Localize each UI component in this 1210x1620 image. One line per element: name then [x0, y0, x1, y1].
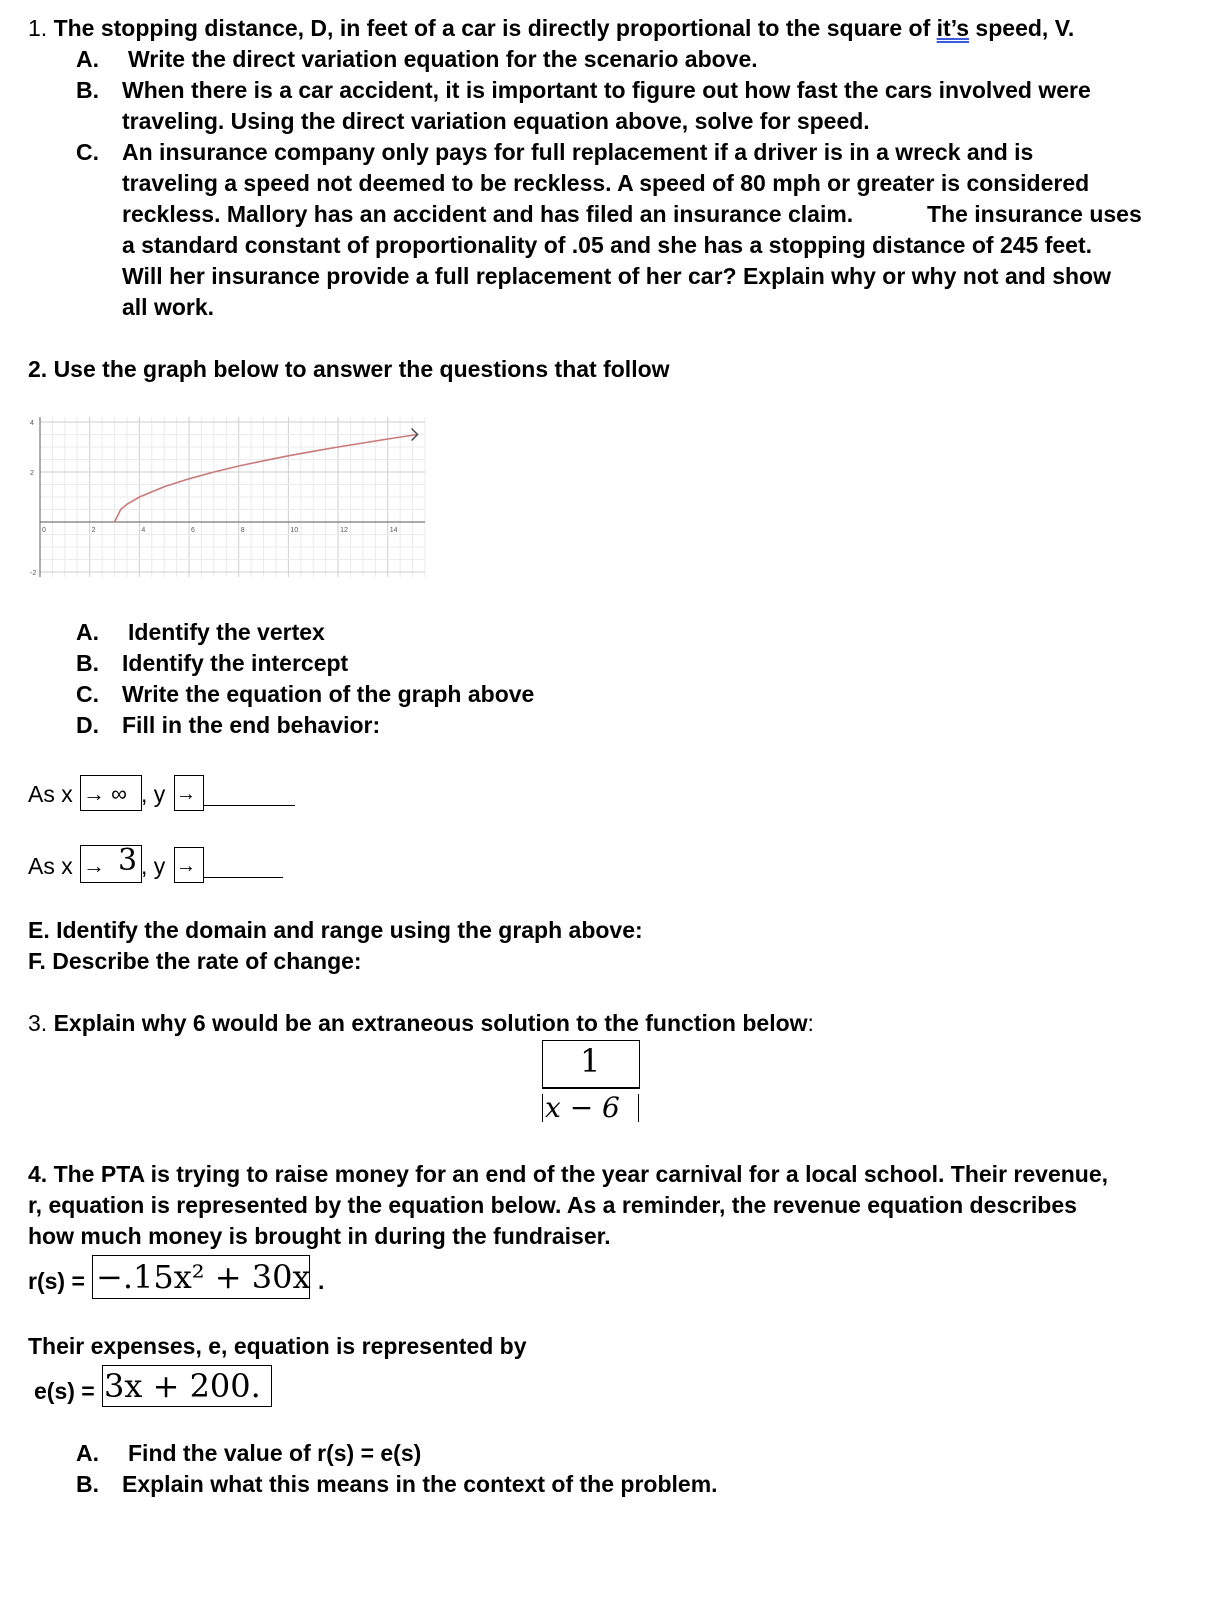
e-expression: 3x + 200.: [104, 1367, 261, 1405]
graph-grid: [40, 417, 425, 577]
q2-a-label: A.: [76, 619, 99, 645]
q2-d-label: D.: [76, 712, 99, 738]
end2-mid: , y: [141, 853, 166, 879]
r-expression: −.15x² + 30x: [96, 1258, 311, 1296]
q1-c-line6: all work.: [122, 294, 215, 320]
end1-answer-blank[interactable]: [203, 805, 295, 806]
q4-line3: how much money is brought in during the fundraiser.: [28, 1223, 611, 1249]
q1-c-line1: An insurance company only pays for full replacement if a driver is in a wreck and is: [122, 139, 1034, 165]
q2-c-text: Write the equation of the graph above: [122, 681, 535, 707]
q1-b-label: B.: [76, 77, 99, 103]
q2-stem: 2. Use the graph below to answer the questions that follow: [28, 356, 670, 382]
series-line: [115, 435, 418, 523]
fraction-bar: [542, 1087, 640, 1089]
fraction-numerator: 1: [580, 1042, 601, 1080]
q2-c-label: C.: [76, 681, 99, 707]
q2-a-text: Identify the vertex: [128, 619, 325, 645]
x-tick-label: 14: [389, 527, 398, 534]
q2-f-text: F. Describe the rate of change:: [28, 948, 362, 974]
x-tick-label: 8: [240, 527, 245, 534]
fraction-denominator: x − 6: [545, 1091, 620, 1124]
q4-b-label: B.: [76, 1471, 99, 1497]
q1-c-line4: a standard constant of proportionality of .05 and she has a stopping distance of 245 feet.: [122, 232, 1092, 258]
q4-a-text: Find the value of r(s) = e(s): [128, 1440, 422, 1466]
q1-stem-pre: The stopping distance, D, in feet of a car is directly proportional to the square of: [53, 15, 937, 41]
end2-box-num: 3: [118, 843, 138, 878]
q4-a-label: A.: [76, 1440, 99, 1466]
x-tick-label: 10: [290, 527, 299, 534]
y-tick-label: 4: [30, 420, 34, 427]
denominator-left-edge: [542, 1094, 543, 1122]
y-tick-label: -2: [30, 570, 37, 577]
r-period: .: [318, 1268, 325, 1294]
q1-c-line3a: reckless. Mallory has an accident and has filed an insurance claim.: [122, 201, 854, 227]
q1-stem-underlined: it’s: [936, 15, 970, 41]
q1-c-line3b: The insurance uses: [927, 201, 1142, 227]
end2-y-arrow: →: [176, 855, 196, 877]
q1-c-line5: Will her insurance provide a full replacement of her car? Explain why or why not and show: [122, 263, 1111, 289]
end1-mid: , y: [141, 781, 166, 807]
q1-stem: 1. The stopping distance, D, in feet of a car is directly proportional to the square of it’s speed, V.: [28, 15, 1075, 41]
y-tick-label: 2: [30, 470, 34, 477]
q1-b-line1: When there is a car accident, it is important to figure out how fast the cars involved were: [122, 77, 1091, 103]
q1-c-line2: traveling a speed not deemed to be reckless. A speed of 80 mph or greater is considered: [122, 170, 1090, 196]
q1-a-text: Write the direct variation equation for the scenario above.: [128, 46, 758, 72]
q2-d-text: Fill in the end behavior:: [122, 712, 381, 738]
graph: [20, 412, 440, 582]
end2-pre: As x: [28, 853, 73, 879]
x-tick-label: 6: [191, 527, 195, 534]
end1-pre: As x: [28, 781, 73, 807]
q2-b-label: B.: [76, 650, 99, 676]
q1-stem-post: speed, V.: [969, 15, 1075, 41]
q1-c-label: C.: [76, 139, 99, 165]
x-tick-label: 4: [141, 527, 146, 534]
end2-box-arrow: →: [83, 853, 105, 878]
graph-curve: [115, 429, 418, 523]
end1-box-text: → ∞: [83, 781, 127, 806]
q2-e-text: E. Identify the domain and range using the graph above:: [28, 917, 643, 943]
x-tick-label: 2: [91, 527, 96, 534]
end2-answer-blank[interactable]: [203, 877, 283, 878]
q1-a-label: A.: [76, 46, 99, 72]
x-tick-label: 0: [42, 527, 46, 534]
end1-y-arrow: →: [176, 783, 196, 805]
e-label: e(s) =: [34, 1378, 95, 1404]
denominator-right-edge: [638, 1094, 639, 1122]
q3-stem: 3. Explain why 6 would be an extraneous solution to the function below:: [28, 1010, 814, 1036]
q4-line1: 4. The PTA is trying to raise money for an end of the year carnival for a local school. Their revenue,: [28, 1161, 1109, 1187]
q1-b-line2: traveling. Using the direct variation equation above, solve for speed.: [122, 108, 870, 134]
q4-b-text: Explain what this means in the context of the problem.: [122, 1471, 718, 1497]
q2-b-text: Identify the intercept: [122, 650, 349, 676]
r-label: r(s) =: [28, 1268, 85, 1294]
q4-e-line: Their expenses, e, equation is represented by: [28, 1333, 527, 1359]
x-tick-label: 12: [340, 527, 348, 534]
q4-line2: r, equation is represented by the equation below. As a reminder, the revenue equation describes: [28, 1192, 1077, 1218]
